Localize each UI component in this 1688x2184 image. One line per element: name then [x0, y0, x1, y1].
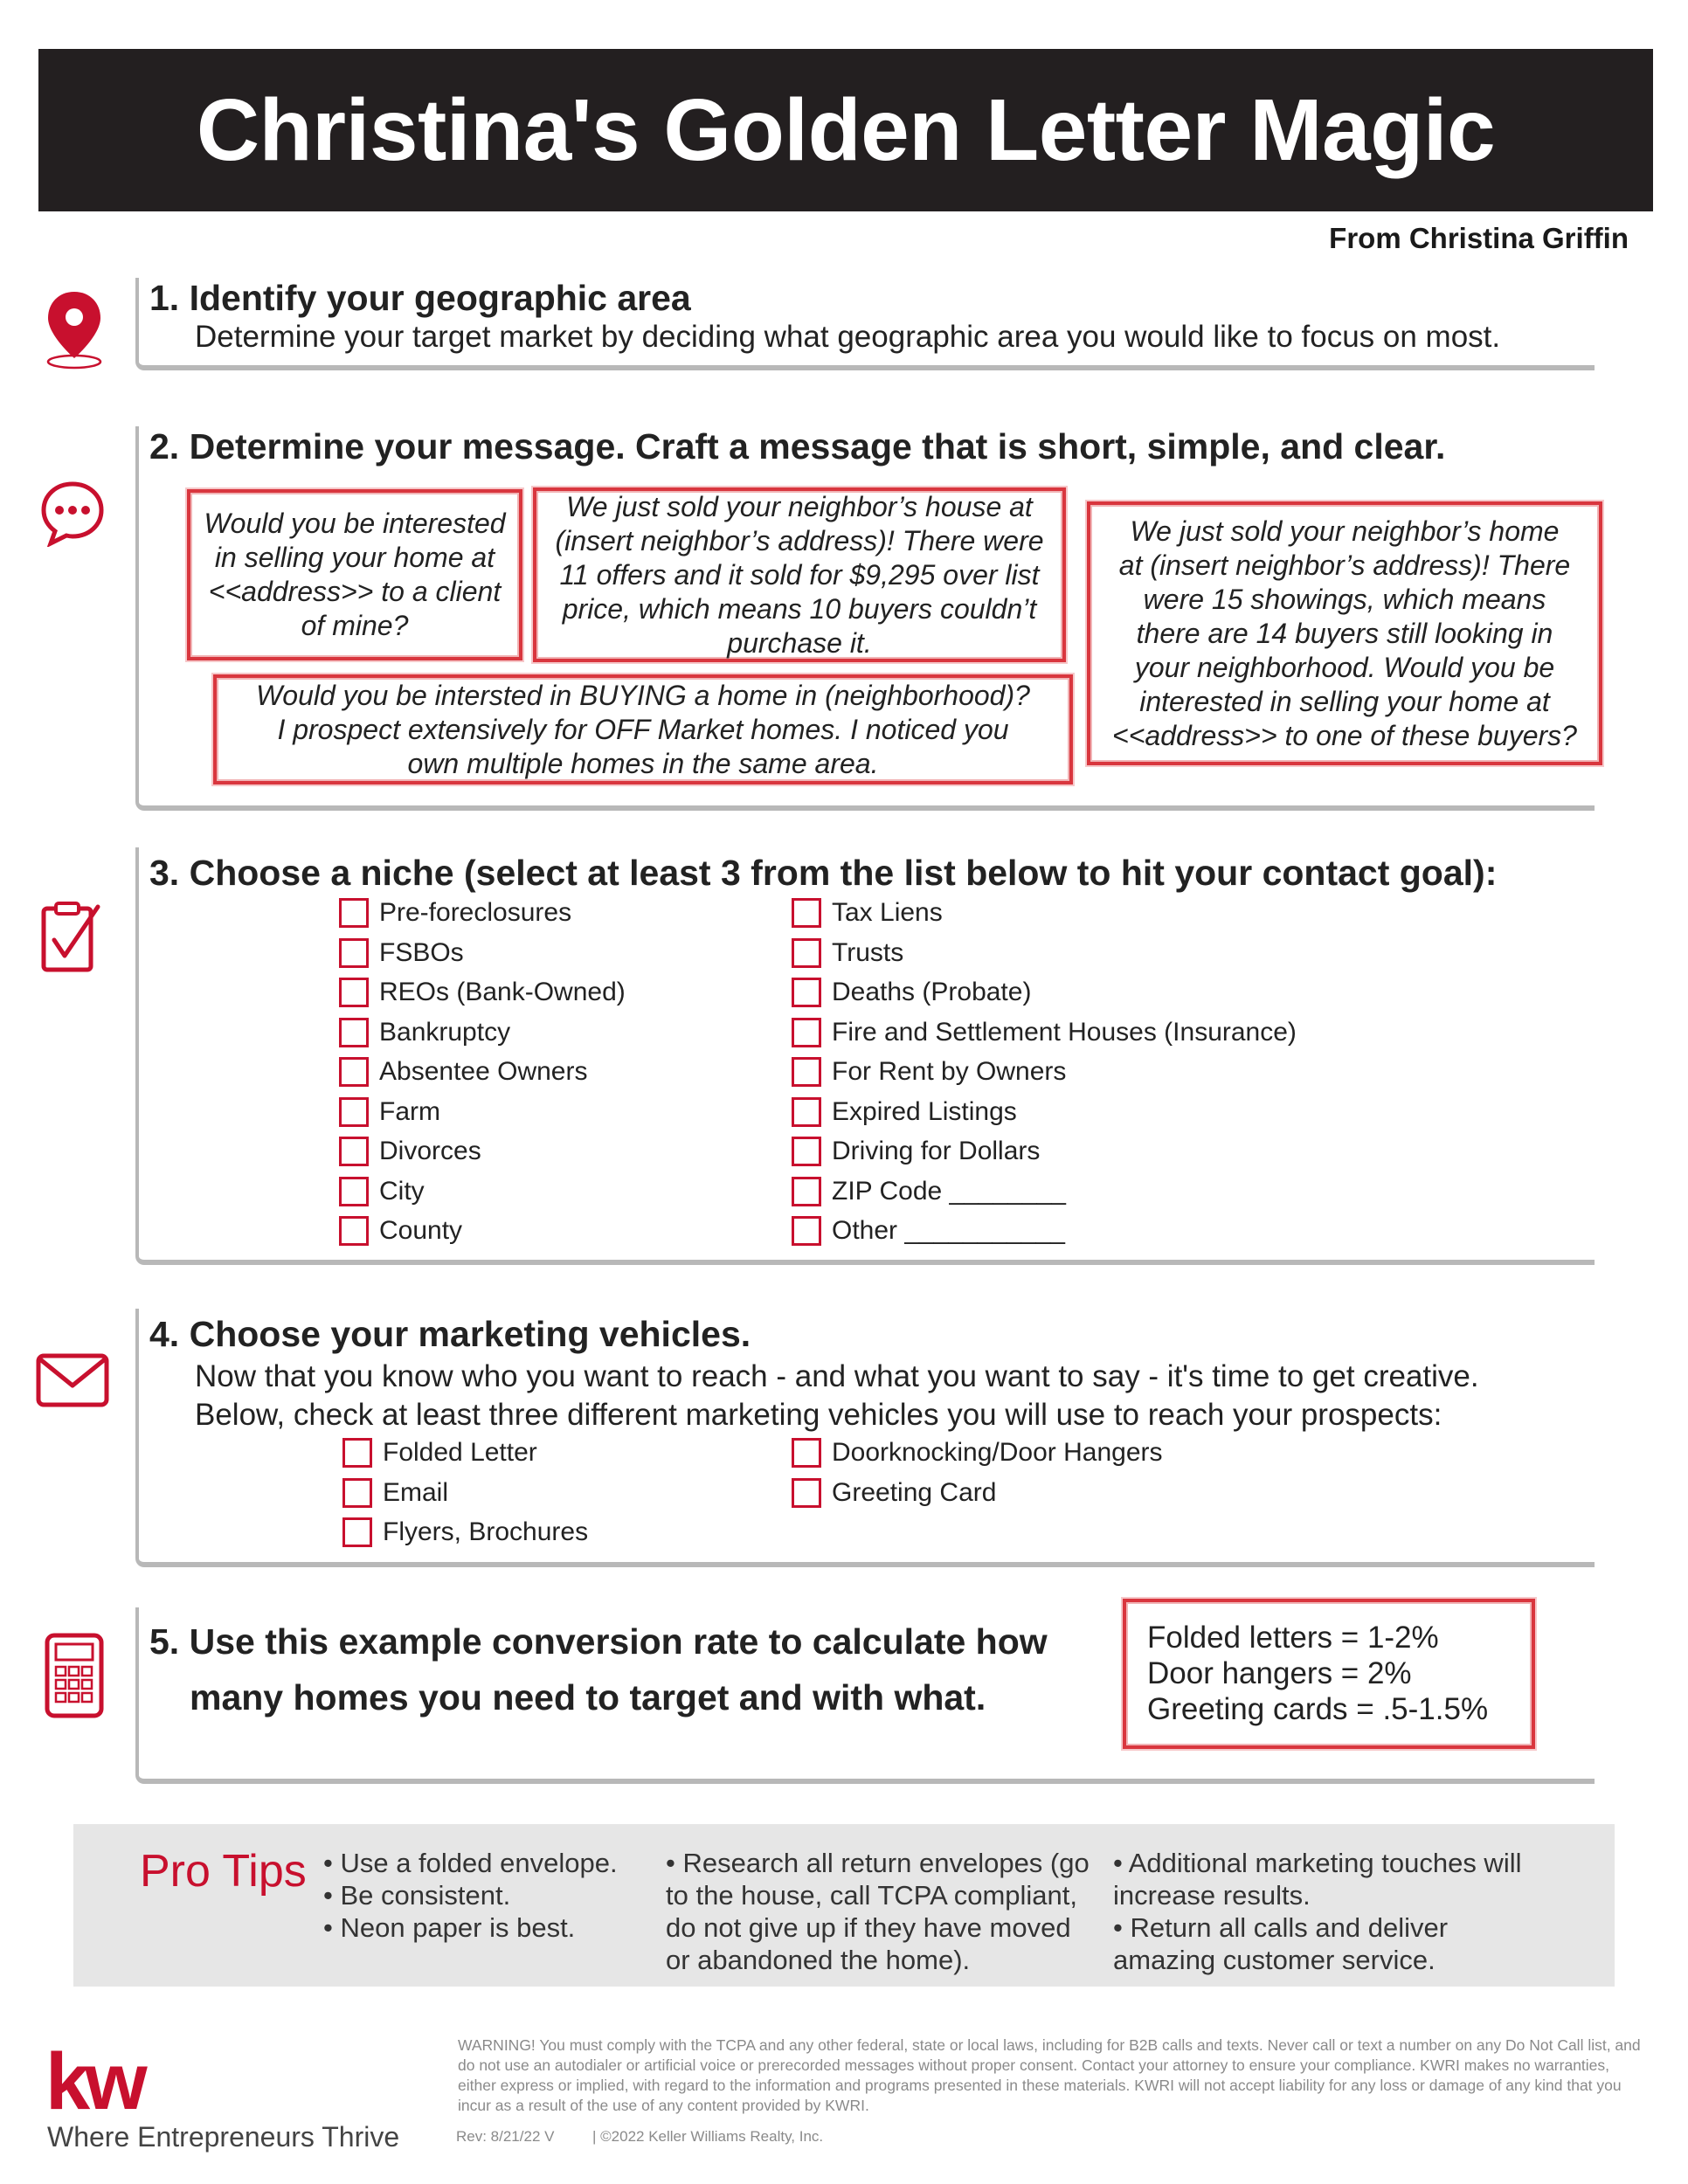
message-line: in selling your home at — [214, 542, 495, 573]
checklist-item[interactable] — [792, 938, 903, 968]
tips-column-1 — [323, 1847, 618, 1944]
checkbox[interactable] — [339, 938, 369, 968]
pro-tips-panel — [73, 1824, 1615, 1987]
checkbox[interactable] — [792, 1177, 821, 1206]
message-line: 11 offers and it sold for $9,295 over list — [559, 558, 1040, 591]
checklist-item[interactable] — [792, 1057, 1066, 1087]
checkbox[interactable] — [792, 938, 821, 968]
message-box-1 — [187, 489, 522, 660]
checkbox[interactable] — [339, 898, 369, 928]
rate-folded-letters: Folded letters = 1-2% — [1147, 1621, 1439, 1655]
step4-line2: Below, check at least three different marketing vehicles you will use to reach your prospects: — [195, 1398, 1442, 1432]
message-line: I prospect extensively for OFF Market homes. I noticed you — [277, 713, 1009, 745]
step4-title: 4. Choose your marketing vehicles. — [149, 1314, 751, 1354]
checklist-item[interactable] — [342, 1517, 588, 1547]
checklist-item[interactable] — [342, 1478, 448, 1508]
checkbox[interactable] — [792, 1478, 821, 1508]
checkbox-label: Fire and Settlement Houses (Insurance) — [832, 1017, 1297, 1047]
checklist-item[interactable] — [792, 978, 1031, 1007]
page-title: Christina's Golden Letter Magic — [196, 80, 1496, 179]
tips-column-2 — [666, 1847, 1090, 1976]
message-line: <<address>> to a client — [208, 576, 502, 607]
checkbox[interactable] — [339, 978, 369, 1007]
checklist-item[interactable] — [792, 898, 943, 928]
legal-warning: WARNING! You must comply with the TCPA and any other federal, state or local laws, including for B2B calls and texts. Never call or text a number on any Do Not Call list, and do not use an autodialer or artificial voice or prerecorded messages without proper consent. Contact your attorney to ensure your compliance. KWRI makes no warranties, either express or implied, with regard to the information and programs presented in these materials. KWRI will not accept liability for any loss or damage of any kind that you incur as a result of the use of any content provided by KWRI. — [458, 2036, 1641, 2114]
checkbox[interactable] — [342, 1438, 372, 1468]
checkbox[interactable] — [792, 1018, 821, 1047]
checklist-item[interactable] — [339, 1216, 462, 1246]
location-pin-icon — [42, 288, 107, 372]
checkbox-label: Farm — [379, 1096, 440, 1126]
tip-line: to the house, call TCPA compliant, — [666, 1880, 1077, 1911]
checklist-item[interactable] — [792, 1438, 1163, 1468]
step1-section — [135, 278, 1595, 370]
message-line: (insert neighbor’s address)! There were — [555, 524, 1044, 556]
checkbox-label: Bankruptcy — [379, 1017, 511, 1047]
checklist-item[interactable] — [792, 1478, 996, 1508]
speech-bubble-icon — [38, 479, 107, 547]
checkbox[interactable] — [339, 1057, 369, 1087]
checklist-item[interactable] — [339, 898, 571, 928]
checkbox[interactable] — [339, 1097, 369, 1127]
step5-title-line1: 5. Use this example conversion rate to calculate how — [149, 1621, 1048, 1662]
checkbox-label: FSBOs — [379, 937, 464, 967]
step1-title: 1. Identify your geographic area — [149, 278, 691, 318]
checkbox[interactable] — [339, 1216, 369, 1246]
checklist-item[interactable] — [339, 1057, 587, 1087]
checkbox-label: Doorknocking/Door Hangers — [832, 1438, 1163, 1467]
message-line: We just sold your neighbor’s house at — [566, 490, 1033, 522]
checkbox[interactable] — [792, 898, 821, 928]
checkbox-label: Divorces — [379, 1137, 481, 1165]
checklist-item[interactable] — [339, 1177, 425, 1206]
checklist-item[interactable] — [792, 1018, 1297, 1047]
checkbox[interactable] — [339, 1137, 369, 1166]
rate-door-hangers: Door hangers = 2% — [1147, 1656, 1412, 1690]
revision-label: Rev: 8/21/22 V — [456, 2128, 555, 2145]
message-box-4 — [213, 674, 1073, 784]
checklist-item[interactable] — [339, 978, 626, 1007]
checklist-item[interactable] — [339, 938, 464, 968]
checklist-icon — [38, 900, 105, 975]
checkbox-label: Expired Listings — [832, 1096, 1017, 1126]
checkbox-label: Driving for Dollars — [832, 1137, 1041, 1165]
tip-line: increase results. — [1113, 1880, 1311, 1911]
message-box-3 — [1087, 501, 1602, 765]
message-line: at (insert neighbor’s address)! There — [1118, 549, 1571, 581]
message-line: there are 14 buyers still looking in — [1136, 617, 1553, 649]
checkbox-label: Greeting Card — [832, 1477, 997, 1507]
checkbox-label: Folded Letter — [383, 1438, 537, 1467]
message-line: own multiple homes in the same area. — [407, 747, 879, 779]
pro-tips-label: Pro Tips — [140, 1846, 307, 1897]
tip-line: • Additional marketing touches will — [1113, 1848, 1522, 1878]
checkbox[interactable] — [342, 1517, 372, 1547]
step1-text: Determine your target market by deciding what geographic area you would like to focus on most. — [195, 320, 1501, 354]
tip-line: • Return all calls and deliver — [1113, 1912, 1449, 1943]
tip-line: • Research all return envelopes (go — [666, 1848, 1090, 1878]
envelope-icon — [35, 1352, 110, 1408]
message-line: Would you be intersted in BUYING a home in (neighborhood)? — [256, 679, 1030, 711]
calculator-icon — [44, 1632, 105, 1719]
checkbox-label: Absentee Owners — [379, 1057, 588, 1086]
checkbox-label: ZIP Code ________ — [832, 1176, 1066, 1206]
checkbox[interactable] — [339, 1018, 369, 1047]
conversion-rates-box — [1123, 1599, 1535, 1749]
tip-line: • Be consistent. — [323, 1880, 511, 1911]
checkbox-label: Deaths (Probate) — [832, 978, 1032, 1006]
tip-line: • Neon paper is best. — [323, 1912, 576, 1943]
checklist-item[interactable] — [339, 1137, 481, 1166]
message-box-2 — [533, 487, 1066, 662]
message-line: purchase it. — [727, 626, 872, 659]
tip-line: or abandoned the home). — [666, 1945, 971, 1975]
checkbox-label: City — [379, 1176, 425, 1206]
checkbox-label: REOs (Bank-Owned) — [379, 978, 626, 1006]
tips-column-3 — [1113, 1847, 1521, 1976]
checkbox[interactable] — [792, 1216, 821, 1246]
checkbox-label: For Rent by Owners — [832, 1057, 1067, 1086]
checkbox-label: County — [379, 1216, 463, 1245]
checkbox-label: Flyers, Brochures — [383, 1517, 589, 1546]
rate-greeting-cards: Greeting cards = .5-1.5% — [1147, 1692, 1489, 1726]
author-credit: From Christina Griffin — [1329, 222, 1629, 254]
checklist-item[interactable] — [792, 1137, 1040, 1166]
checkbox-label: Email — [383, 1477, 449, 1507]
checkbox-label: Tax Liens — [832, 898, 943, 927]
checklist-item[interactable] — [792, 1097, 1017, 1127]
step2-title: 2. Determine your message. Craft a message that is short, simple, and clear. — [149, 426, 1446, 467]
checkbox-label: Trusts — [832, 937, 904, 967]
message-line: were 15 showings, which means — [1143, 583, 1546, 615]
checklist-item[interactable] — [339, 1097, 440, 1127]
checkbox[interactable] — [792, 1137, 821, 1166]
checklist-item[interactable] — [342, 1438, 537, 1468]
step5-title-line2: many homes you need to target and with what. — [190, 1677, 986, 1717]
copyright: | ©2022 Keller Williams Realty, Inc. — [592, 2128, 824, 2145]
title-banner — [38, 49, 1653, 211]
checklist-item[interactable] — [792, 1177, 1066, 1206]
message-line: of mine? — [301, 610, 409, 641]
message-line: We just sold your neighbor’s home — [1130, 515, 1560, 547]
tip-line: • Use a folded envelope. — [323, 1848, 618, 1878]
step4-line1: Now that you know who you want to reach - and what you want to say - it's time to get creative. — [195, 1359, 1479, 1393]
checklist-item[interactable] — [339, 1018, 510, 1047]
message-line: Would you be interested — [204, 508, 506, 539]
message-line: interested in selling your home at — [1139, 685, 1550, 717]
checkbox-label: Other ___________ — [832, 1216, 1065, 1245]
checkbox[interactable] — [342, 1478, 372, 1508]
checkbox[interactable] — [792, 1057, 821, 1087]
checkbox[interactable] — [339, 1177, 369, 1206]
message-line: your neighborhood. Would you be — [1134, 651, 1555, 683]
tip-line: do not give up if they have moved — [666, 1912, 1071, 1943]
message-line: price, which means 10 buyers couldn’t — [562, 592, 1037, 625]
checkbox[interactable] — [792, 1438, 821, 1468]
step3-title: 3. Choose a niche (select at least 3 from the list below to hit your contact goal): — [149, 853, 1498, 893]
tip-line: amazing customer service. — [1113, 1945, 1435, 1975]
svg-text:kw: kw — [45, 2048, 142, 2121]
message-line: <<address>> to one of these buyers? — [1112, 719, 1577, 751]
checklist-item[interactable] — [792, 1216, 1065, 1246]
checkbox-label: Pre-foreclosures — [379, 898, 572, 927]
checkbox[interactable] — [792, 1097, 821, 1127]
tagline: Where Entrepreneurs Thrive — [47, 2121, 400, 2153]
kw-logo — [45, 2048, 150, 2125]
checkbox[interactable] — [792, 978, 821, 1007]
